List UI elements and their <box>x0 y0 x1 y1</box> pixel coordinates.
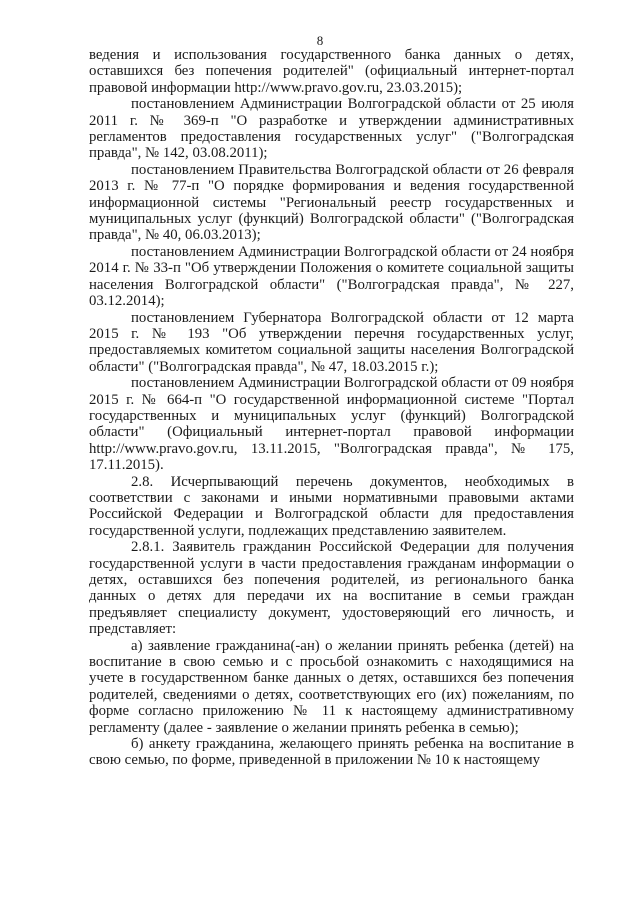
paragraph-1: ведения и использования государственного банка данных о детях, оставшихся без попечения родителей" (официальный интернет-портал правовой информации http://www.pravo.gov.ru, 23.03.2015); <box>89 47 574 96</box>
list-item-b: б) анкету гражданина, желающего принять ребенка на воспитание в свою семью, по форме, приведенной в приложении № 10 к настоящему <box>89 736 574 769</box>
paragraph-2: постановлением Администрации Волгоградской области от 25 июля 2011 г. № 369-п "О разработке и утверждении административных регламентов предоставления государственных услуг" ("Волгоградская правда", № 142, 03.08.2011); <box>89 96 574 162</box>
list-item-a: а) заявление гражданина(-ан) о желании принять ребенка (детей) на воспитание в свою семью и с просьбой ознакомить с находящимися на учете в государственном банке данных о детях, оставшихся без попечения родителей, сведениями о детях, соответствующих его (их) пожеланиям, по форме согласно приложению № 11 к настоящему административному регламенту (далее - заявление о желании принять ребенка в семью); <box>89 637 574 736</box>
section-2-8-1: 2.8.1. Заявитель гражданин Российской Федерации для получения государственной услуги в части предоставления гражданам информации о детях, оставшихся без попечения родителей, из регионального банка данных о детях для передачи их на воспитание в семьи граждан предъявляет специалисту документ, удостоверяющий его личность, и представляет: <box>89 539 574 638</box>
page-number: 8 <box>316 33 324 48</box>
paragraph-5: постановлением Губернатора Волгоградской области от 12 марта 2015 г. № 193 "Об утверждении перечня государственных услуг, предоставляемых комитетом социальной защиты населения Волгоградской области" ("Волгоградская правда", № 47, 18.03.2015 г.); <box>89 309 574 375</box>
paragraph-3: постановлением Правительства Волгоградской области от 26 февраля 2013 г. № 77-п "О порядке формирования и ведения государственной информационной системы "Региональный реестр государственных и муниципальных услуг (функций) Волгоградской области" ("Волгоградская правда", № 40, 06.03.2013); <box>89 161 574 244</box>
document-body <box>89 47 574 769</box>
section-2-8-heading: 2.8. Исчерпывающий перечень документов, необходимых в соответствии с законами и иными нормативными правовыми актами Российской Федерации и Волгоградской области для предоставления государственной услуги, подлежащих представлению заявителем. <box>89 473 574 539</box>
paragraph-4: постановлением Администрации Волгоградской области от 24 ноября 2014 г. № 33-п "Об утверждении Положения о комитете социальной защиты населения Волгоградской области" ("Волгоградская правда", № 227, 03.12.2014); <box>89 243 574 310</box>
paragraph-6: постановлением Администрации Волгоградской области от 09 ноября 2015 г. № 664-п "О государственной информационной системе "Портал государственных и муниципальных услуг (функций) Волгоградской области" (Официальный интернет-портал правовой информации http://www.pravo.gov.ru, 13.11.2015, "Волгоградская правда", № 175, 17.11.2015). <box>89 375 574 474</box>
